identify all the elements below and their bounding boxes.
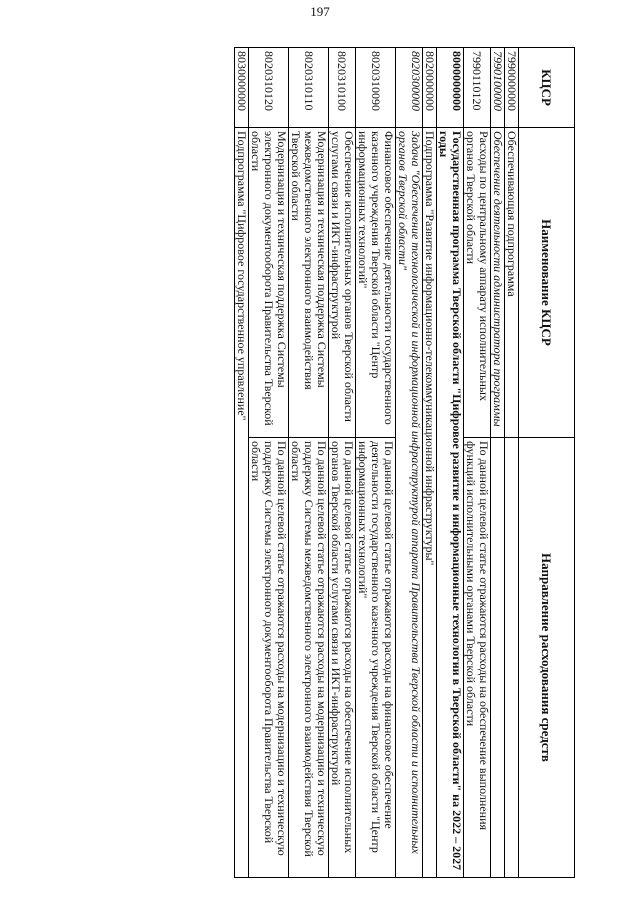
- table-row: [464, 48, 491, 878]
- row-direction: [505, 438, 519, 878]
- row-code: 8000000000: [437, 48, 464, 128]
- row-code: 8020300000: [396, 48, 423, 128]
- table-row: [423, 48, 437, 878]
- table-row: [289, 48, 329, 878]
- header-direction: Направление расходования средств: [519, 438, 575, 878]
- row-name: Обеспечение деятельности администратора программы: [491, 128, 505, 438]
- row-name: Модернизация и техническая поддержка Системы межведомственного электронного взаимодействия Тверской области: [289, 128, 329, 438]
- header-code: КЦСР: [519, 48, 575, 128]
- table-row: [356, 48, 396, 878]
- table-row: [505, 48, 519, 878]
- table-row: [329, 48, 356, 878]
- table-body: [235, 48, 519, 878]
- row-code: 8020310100: [329, 48, 356, 128]
- row-code: 8020310110: [289, 48, 329, 128]
- kcsr-table: [234, 47, 575, 878]
- page-number: 197: [310, 4, 330, 19]
- row-direction: По данной целевой статье отражаются расходы на финансовое обеспечение деятельности государственного казенного учреждения Тверской области "Центр информационных технологий": [356, 438, 396, 878]
- row-direction: По данной целевой статье отражаются расходы на модернизацию и техническую поддержку Системы межведомственного электронного взаимодействия Тверской области: [289, 438, 329, 878]
- row-name: Подпрограмма "Цифровое государственное управление": [235, 128, 249, 878]
- row-code: 7990000000: [505, 48, 519, 128]
- table-row: [235, 48, 249, 878]
- row-code: 7990100000: [491, 48, 505, 128]
- row-name: Расходы по центральному аппарату исполнительных органов Тверской области: [464, 128, 491, 438]
- row-code: 8020310090: [356, 48, 396, 128]
- row-direction: По данной целевой статье отражаются расходы на обеспечение выполнения функций исполнительными органами Тверской области: [464, 438, 491, 878]
- rotated-table-container: [120, 47, 575, 877]
- row-code: 7990110120: [464, 48, 491, 128]
- row-name: Подпрограмма "Развитие информационно-телекоммуникационной инфраструктуры": [423, 128, 437, 878]
- row-direction: По данной целевой статье отражаются расходы на модернизацию и техническую поддержку Системы электронного документооборота Правительства Тверской области: [249, 438, 289, 878]
- row-name: Модернизация и техническая поддержка Системы электронного документооборота Правительства Тверской области: [249, 128, 289, 438]
- row-direction: По данной целевой статье отражаются расходы на обеспечение исполнительных органов Тверской области услугами связи и ИКТ-инфраструктурой: [329, 438, 356, 878]
- row-name: Финансовое обеспечение деятельности государственного казенного учреждения Тверской области "Центр информационных технологий": [356, 128, 396, 438]
- row-code: 8030000000: [235, 48, 249, 128]
- row-name: Обеспечение исполнительных органов Тверской области услугами связи и ИКТ-инфраструктурой: [329, 128, 356, 438]
- row-code: 8020310120: [249, 48, 289, 128]
- table-row: [396, 48, 423, 878]
- row-code: 8020000000: [423, 48, 437, 128]
- row-name: Государственная программа Тверской области "Цифровое развитие и информационные технологии в Тверской области" на 2022 – 2027 годы: [437, 128, 464, 878]
- table-row: [437, 48, 464, 878]
- row-direction: [491, 438, 505, 878]
- row-name: Обеспечивающая подпрограмма: [505, 128, 519, 438]
- row-name: Задача "Обеспечение технологической и информационной инфраструктурой аппарата Правительства Тверской области и исполнительных органов Тверской области": [396, 128, 423, 878]
- header-row: [519, 48, 575, 878]
- table-row: [491, 48, 505, 878]
- header-name: Наименование КЦСР: [519, 128, 575, 438]
- table-row: [249, 48, 289, 878]
